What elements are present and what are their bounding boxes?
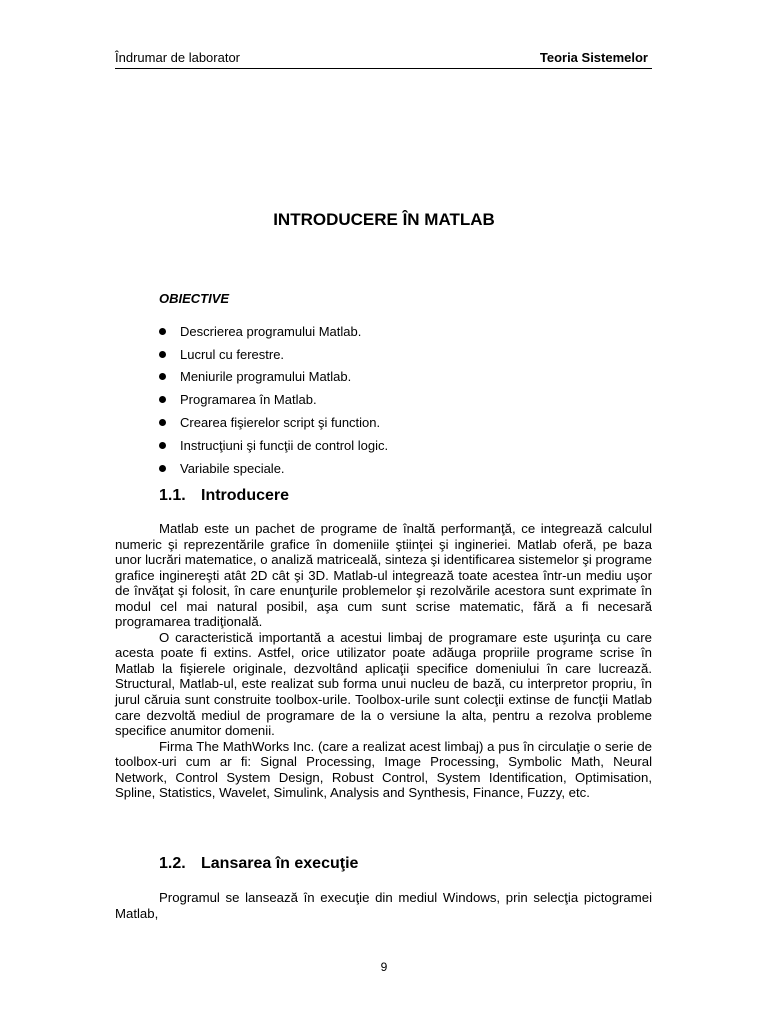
paragraph: Programul se lansează în execuţie din mediul Windows, prin selecţia pictogramei Matlab, xyxy=(115,890,652,921)
objective-text: Crearea fişierelor script şi function. xyxy=(180,415,381,431)
chapter-title: INTRODUCERE ÎN MATLAB xyxy=(273,210,495,229)
header-course-title: Teoria Sistemelor xyxy=(539,50,648,65)
section-title: Introducere xyxy=(201,487,290,504)
list-item xyxy=(159,457,388,480)
section-title: Lansarea în execuţie xyxy=(201,855,359,872)
list-item xyxy=(159,320,388,343)
objective-text: Lucrul cu ferestre. xyxy=(180,346,285,362)
list-item xyxy=(159,388,388,411)
bullet-icon xyxy=(159,328,166,335)
section-number: 1.2. xyxy=(159,855,186,872)
list-item xyxy=(159,411,388,434)
page-number: 9 xyxy=(380,960,388,974)
bullet-icon xyxy=(159,419,166,426)
page-header xyxy=(115,50,652,69)
section-body-lansarea xyxy=(115,890,652,921)
objective-text: Instrucţiuni şi funcţii de control logic. xyxy=(180,437,389,453)
section-heading-lansarea xyxy=(159,855,358,873)
list-item xyxy=(159,343,388,366)
section-number: 1.1. xyxy=(159,487,186,504)
paragraph: O caracteristică importantă a acestui limbaj de programare este uşurinţa cu care acesta poate fi extins. Astfel, orice utilizator poate adăuga propriile programe scrise în Matlab la fişierele originale, dezvoltând aplicaţii specifice domeniului în care lucrează. Structural, Matlab-ul, este realizat sub forma unui nucleu de bază, cu interpretor propriu, în jurul căruia sunt construite toolbox-urile. Toolbox-urile sunt colecţii extinse de funcţii Matlab care dezvoltă mediul de programare de la o versiune la alta, pentru a rezolva probleme specifice anumitor domenii. xyxy=(115,629,652,739)
objectives-label: OBIECTIVE xyxy=(159,291,230,306)
paragraph: Firma The MathWorks Inc. (care a realizat acest limbaj) a pus în circulaţie o serie de toolbox-uri cum ar fi: Signal Processing, Image Processing, Symbolic Math, Neural Network, Control System Design, Robust Control, System Identification, Optimisation, Spline, Statistics, Wavelet, Simulink, Analysis and Synthesis, Finance, Fuzzy, etc. xyxy=(115,738,652,801)
header-course-type: Îndrumar de laborator xyxy=(115,50,241,65)
objectives-list xyxy=(159,320,388,480)
bullet-icon xyxy=(159,442,166,449)
objective-text: Meniurile programului Matlab. xyxy=(180,369,352,385)
section-body-introducere xyxy=(115,521,652,801)
list-item xyxy=(159,434,388,457)
bullet-icon xyxy=(159,351,166,358)
section-heading-introducere xyxy=(159,487,289,505)
paragraph: Matlab este un pachet de programe de înaltă performanţă, ce integrează calculul numeric şi reprezentările grafice în domeniile ştiinţei şi ingineriei. Matlab oferă, pe baza unor lucrări matematice, o analiză matriceală, sinteza şi identificarea sistemelor şi programe grafice inginereşti atât 2D cât şi 3D. Matlab-ul integrează toate acestea într-un mediu uşor de învăţat şi folosit, în care enunţurile problemelor şi rezolvările acestora sunt exprimate în modul cel mai natural posibil, aşa cum sunt scrise matematic, fără a fi necesară programarea tradiţională. xyxy=(115,521,652,630)
objective-text: Programarea în Matlab. xyxy=(180,392,317,408)
objective-text: Descrierea programului Matlab. xyxy=(180,323,362,339)
bullet-icon xyxy=(159,373,166,380)
objective-text: Variabile speciale. xyxy=(180,460,285,476)
list-item xyxy=(159,366,388,389)
bullet-icon xyxy=(159,465,166,472)
bullet-icon xyxy=(159,396,166,403)
